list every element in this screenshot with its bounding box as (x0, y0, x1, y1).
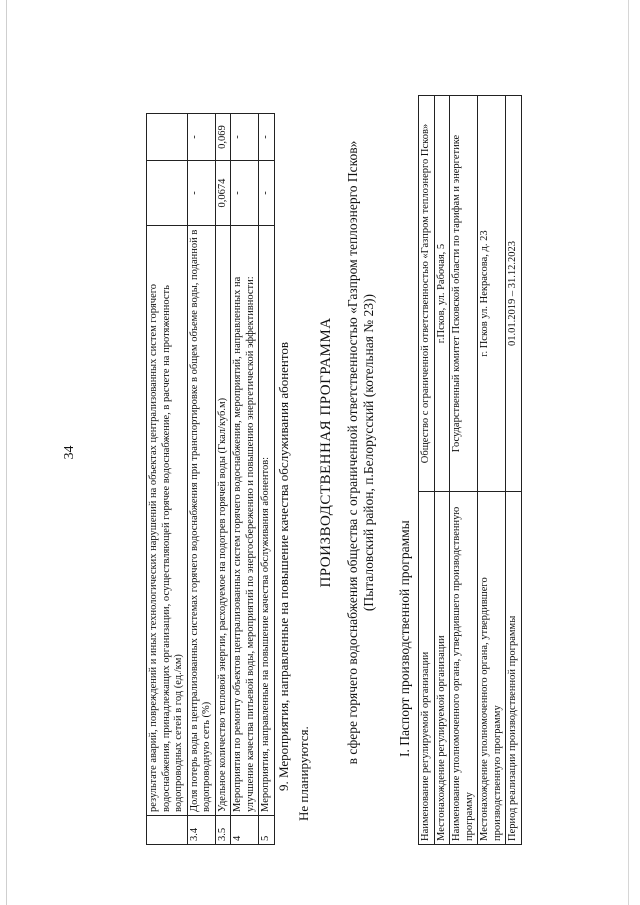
section-9-heading: 9. Мероприятия, направленные на повышение качества обслуживания абонентов (276, 341, 291, 791)
row-number: 3.5 (215, 816, 231, 845)
row-value-1 (147, 161, 188, 226)
row-value-2: 0,069 (215, 114, 231, 161)
row-number (147, 816, 188, 845)
row-value-1: - (187, 161, 215, 226)
row-value-1: - (231, 161, 259, 226)
row-value-1: 0,0674 (215, 161, 231, 226)
passport-value: г.Псков, ул. Рабочая, 5 (434, 96, 450, 492)
row-description: результате аварий, повреждений и иных технологических нарушений на объектах централизованных систем горячего водоснабжения, принадлежащих организации, осуществляющей горячее водоснабжение, в расчете на протяженность водопроводных сетей в год (ед./км) (147, 226, 188, 816)
row-number: 4 (231, 816, 259, 845)
table-row (215, 114, 231, 845)
passport-key: Местонахождение уполномоченного органа, утвердившего производственную программу (478, 492, 506, 845)
table-row (147, 114, 188, 845)
row-description: Удельное количество тепловой энергии, расходуемое на подогрев горячей воды (Гкал/куб.м) (215, 226, 231, 816)
table-row (434, 96, 450, 845)
passport-key: Наименование регулируемой организации (419, 492, 435, 845)
row-value-2: - (231, 114, 259, 161)
row-description: Доля потерь воды в централизованных системах горячего водоснабжения при транспортировке в общем объеме воды, поданной в водопроводную сеть (%) (187, 226, 215, 816)
passport-heading: I. Паспорт производственной программы (397, 520, 412, 757)
passport-key: Наименование уполномоченного органа, утвердившего производственную программу (450, 492, 478, 845)
row-value-2: - (187, 114, 215, 161)
table-row (478, 96, 506, 845)
row-description: Мероприятия по ремонту объектов централизованных систем горячего водоснабжения, мероприятий, направленных на улучшение качества питьевой воды, мероприятий по энергосбережению и повышению энергетической эффективности: (231, 226, 259, 816)
passport-key: Местонахождение регулируемой организации (434, 492, 450, 845)
passport-table (418, 95, 522, 845)
table-row (231, 114, 259, 845)
table-row (506, 96, 522, 845)
row-value-1: - (259, 161, 275, 226)
passport-value: Общество с ограниченной ответственностью «Газпром теплоэнерго Псков» (419, 96, 435, 492)
row-description: Мероприятия, направленные на повышение качества обслуживания абонентов: (259, 226, 275, 816)
passport-value: Государственный комитет Псковской области по тарифам и энергетике (450, 96, 478, 492)
row-number: 3.4 (187, 816, 215, 845)
table-row (187, 114, 215, 845)
table-row (419, 96, 435, 845)
program-subtitle-2: (Пыталовский район, п.Белорусский (котельная № 23)) (361, 293, 376, 612)
page-number: 34 (62, 445, 77, 460)
row-value-2: - (259, 114, 275, 161)
table-row (259, 114, 275, 845)
program-subtitle-1: в сфере горячего водоснабжения общества с ограниченной ответственностью «Газпром теплоэнерго Псков» (345, 140, 360, 765)
measures-table (146, 113, 275, 845)
passport-value: 01.01.2019 – 31.12.2023 (506, 96, 522, 492)
row-number: 5 (259, 816, 275, 845)
program-title: ПРОИЗВОДСТВЕННАЯ ПРОГРАММА (318, 317, 334, 588)
row-value-2 (147, 114, 188, 161)
passport-key: Период реализации производственной программы (506, 492, 522, 845)
table-row (450, 96, 478, 845)
passport-value: г. Псков ул. Некрасова, д. 23 (478, 96, 506, 492)
not-planned-text: Не планируются. (296, 726, 311, 821)
